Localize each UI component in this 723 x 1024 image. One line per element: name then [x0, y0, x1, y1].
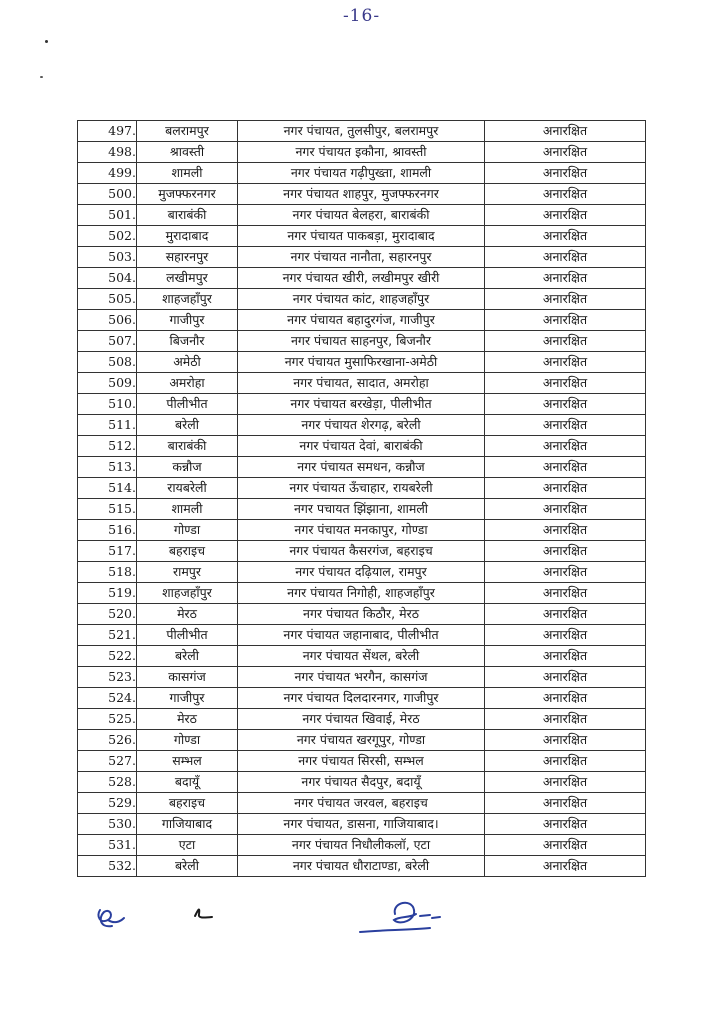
table-row	[78, 415, 646, 436]
reservation-category-cell: अनारक्षित	[485, 478, 646, 499]
district-cell: सहारनपुर	[137, 247, 238, 268]
table-row	[78, 793, 646, 814]
district-cell: कन्नौज	[137, 457, 238, 478]
table-row	[78, 604, 646, 625]
district-cell: रामपुर	[137, 562, 238, 583]
reservation-category-cell: अनारक्षित	[485, 415, 646, 436]
district-cell: अमेठी	[137, 352, 238, 373]
nagar-panchayat-cell: नगर पंचायत ऊँचाहार, रायबरेली	[238, 478, 485, 499]
reservation-category-cell: अनारक्षित	[485, 247, 646, 268]
reservation-category-cell: अनारक्षित	[485, 394, 646, 415]
serial-number-cell: 505.	[78, 289, 137, 310]
table-row	[78, 646, 646, 667]
serial-number-cell: 522.	[78, 646, 137, 667]
reservation-category-cell: अनारक्षित	[485, 562, 646, 583]
nagar-panchayat-cell: नगर पंचायत शाहपुर, मुजफ्फरनगर	[238, 184, 485, 205]
nagar-panchayat-cell: नगर पंचायत खीरी, लखीमपुर खीरी	[238, 268, 485, 289]
serial-number-cell: 515.	[78, 499, 137, 520]
district-cell: लखीमपुर	[137, 268, 238, 289]
scan-speck	[45, 40, 48, 43]
district-cell: बहराइच	[137, 541, 238, 562]
serial-number-cell: 529.	[78, 793, 137, 814]
reservation-category-cell: अनारक्षित	[485, 121, 646, 142]
table-row	[78, 394, 646, 415]
table-row	[78, 730, 646, 751]
table-row	[78, 499, 646, 520]
nagar-panchayat-cell: नगर पंचायत खिवाई, मेरठ	[238, 709, 485, 730]
serial-number-cell: 498.	[78, 142, 137, 163]
reservation-category-cell: अनारक्षित	[485, 709, 646, 730]
district-cell: बरेली	[137, 415, 238, 436]
serial-number-cell: 499.	[78, 163, 137, 184]
signatures	[0, 880, 723, 960]
reservation-category-cell: अनारक्षित	[485, 772, 646, 793]
nagar-panchayat-cell: नगर पंचायत किठौर, मेरठ	[238, 604, 485, 625]
district-cell: मेरठ	[137, 604, 238, 625]
reservation-category-cell: अनारक्षित	[485, 310, 646, 331]
serial-number-cell: 497.	[78, 121, 137, 142]
district-cell: एटा	[137, 835, 238, 856]
table-row	[78, 142, 646, 163]
nagar-panchayat-cell: नगर पंचायत सैदपुर, बदायूँ	[238, 772, 485, 793]
nagar-panchayat-cell: नगर पंचायत इकौना, श्रावस्ती	[238, 142, 485, 163]
serial-number-cell: 527.	[78, 751, 137, 772]
serial-number-cell: 502.	[78, 226, 137, 247]
nagar-panchayat-cell: नगर पंचायत साहनपुर, बिजनौर	[238, 331, 485, 352]
serial-number-cell: 503.	[78, 247, 137, 268]
serial-number-cell: 523.	[78, 667, 137, 688]
serial-number-cell: 511.	[78, 415, 137, 436]
serial-number-cell: 507.	[78, 331, 137, 352]
reservation-category-cell: अनारक्षित	[485, 331, 646, 352]
serial-number-cell: 526.	[78, 730, 137, 751]
nagar-panchayat-cell: नगर पंचायत सेंथल, बरेली	[238, 646, 485, 667]
reservation-table	[77, 120, 646, 877]
nagar-panchayat-cell: नगर पंचायत मनकापुर, गोण्डा	[238, 520, 485, 541]
reservation-category-cell: अनारक्षित	[485, 457, 646, 478]
scan-speck	[40, 76, 43, 78]
reservation-category-cell: अनारक्षित	[485, 373, 646, 394]
district-cell: शाहजहाँपुर	[137, 583, 238, 604]
nagar-panchayat-cell: नगर पंचायत निधौलीकलॉ, एटा	[238, 835, 485, 856]
district-cell: बदायूँ	[137, 772, 238, 793]
table-row	[78, 520, 646, 541]
table-row	[78, 247, 646, 268]
serial-number-cell: 520.	[78, 604, 137, 625]
table-row	[78, 835, 646, 856]
nagar-panchayat-cell: नगर पंचायत शेरगढ़, बरेली	[238, 415, 485, 436]
serial-number-cell: 512.	[78, 436, 137, 457]
district-cell: अमरोहा	[137, 373, 238, 394]
serial-number-cell: 513.	[78, 457, 137, 478]
nagar-panchayat-cell: नगर पंचायत नानौता, सहारनपुर	[238, 247, 485, 268]
table-row	[78, 184, 646, 205]
reservation-category-cell: अनारक्षित	[485, 625, 646, 646]
nagar-panchayat-cell: नगर पंचायत बहादुरगंज, गाजीपुर	[238, 310, 485, 331]
table-row	[78, 814, 646, 835]
district-cell: बाराबंकी	[137, 205, 238, 226]
table-row	[78, 667, 646, 688]
nagar-panchayat-cell: नगर पंचायत देवां, बाराबंकी	[238, 436, 485, 457]
serial-number-cell: 519.	[78, 583, 137, 604]
serial-number-cell: 524.	[78, 688, 137, 709]
reservation-category-cell: अनारक्षित	[485, 835, 646, 856]
district-cell: कासगंज	[137, 667, 238, 688]
nagar-panchayat-cell: नगर पंचायत जरवल, बहराइच	[238, 793, 485, 814]
reservation-category-cell: अनारक्षित	[485, 499, 646, 520]
district-cell: बरेली	[137, 856, 238, 877]
district-cell: मुरादाबाद	[137, 226, 238, 247]
reservation-category-cell: अनारक्षित	[485, 667, 646, 688]
reservation-category-cell: अनारक्षित	[485, 163, 646, 184]
district-cell: गोण्डा	[137, 520, 238, 541]
district-cell: मेरठ	[137, 709, 238, 730]
reservation-category-cell: अनारक्षित	[485, 751, 646, 772]
nagar-panchayat-cell: नगर पंचायत दढ़ियाल, रामपुर	[238, 562, 485, 583]
serial-number-cell: 508.	[78, 352, 137, 373]
district-cell: गाजियाबाद	[137, 814, 238, 835]
nagar-panchayat-cell: नगर पंचायत बरखेड़ा, पीलीभीत	[238, 394, 485, 415]
nagar-panchayat-cell: नगर पंचायत जहानाबाद, पीलीभीत	[238, 625, 485, 646]
signature-small-mark	[195, 910, 212, 918]
district-cell: गाजीपुर	[137, 688, 238, 709]
serial-number-cell: 500.	[78, 184, 137, 205]
reservation-category-cell: अनारक्षित	[485, 184, 646, 205]
reservation-category-cell: अनारक्षित	[485, 793, 646, 814]
signature-left	[98, 910, 124, 926]
serial-number-cell: 504.	[78, 268, 137, 289]
serial-number-cell: 528.	[78, 772, 137, 793]
nagar-panchayat-cell: नगर पंचायत गढ़ीपुख्ता, शामली	[238, 163, 485, 184]
table-row	[78, 331, 646, 352]
district-cell: रायबरेली	[137, 478, 238, 499]
table-row	[78, 163, 646, 184]
serial-number-cell: 514.	[78, 478, 137, 499]
district-cell: बरेली	[137, 646, 238, 667]
table-row	[78, 373, 646, 394]
table-row	[78, 541, 646, 562]
serial-number-cell: 518.	[78, 562, 137, 583]
district-cell: श्रावस्ती	[137, 142, 238, 163]
reservation-category-cell: अनारक्षित	[485, 688, 646, 709]
table-row	[78, 583, 646, 604]
reservation-category-cell: अनारक्षित	[485, 520, 646, 541]
table-row	[78, 289, 646, 310]
district-cell: शामली	[137, 163, 238, 184]
table-row	[78, 562, 646, 583]
district-cell: बिजनौर	[137, 331, 238, 352]
reservation-category-cell: अनारक्षित	[485, 730, 646, 751]
table-row	[78, 709, 646, 730]
district-cell: बहराइच	[137, 793, 238, 814]
serial-number-cell: 530.	[78, 814, 137, 835]
reservation-category-cell: अनारक्षित	[485, 205, 646, 226]
district-cell: पीलीभीत	[137, 394, 238, 415]
table-row	[78, 121, 646, 142]
nagar-panchayat-cell: नगर पंचायत मुसाफिरखाना-अमेठी	[238, 352, 485, 373]
table-row	[78, 226, 646, 247]
table-row	[78, 625, 646, 646]
serial-number-cell: 510.	[78, 394, 137, 415]
table-row	[78, 751, 646, 772]
district-cell: गोण्डा	[137, 730, 238, 751]
nagar-panchayat-cell: नगर पंचायत निगोही, शाहजहाँपुर	[238, 583, 485, 604]
table-row	[78, 205, 646, 226]
nagar-panchayat-cell: नगर पंचायत पाकबड़ा, मुरादाबाद	[238, 226, 485, 247]
district-cell: बाराबंकी	[137, 436, 238, 457]
nagar-panchayat-cell: नगर पंचायत भरगैन, कासगंज	[238, 667, 485, 688]
serial-number-cell: 501.	[78, 205, 137, 226]
district-cell: शामली	[137, 499, 238, 520]
reservation-category-cell: अनारक्षित	[485, 604, 646, 625]
district-cell: मुजफ्फरनगर	[137, 184, 238, 205]
district-cell: सम्भल	[137, 751, 238, 772]
nagar-panchayat-cell: नगर पंचायत, सादात, अमरोहा	[238, 373, 485, 394]
serial-number-cell: 516.	[78, 520, 137, 541]
nagar-panchayat-cell: नगर पंचायत समधन, कन्नौज	[238, 457, 485, 478]
page-number-mark: -16-	[342, 6, 381, 26]
table-row	[78, 772, 646, 793]
nagar-panchayat-cell: नगर पंचायत सिरसी, सम्भल	[238, 751, 485, 772]
serial-number-cell: 506.	[78, 310, 137, 331]
table-row	[78, 856, 646, 877]
nagar-panchayat-cell: नगर पंचायत, तुलसीपुर, बलरामपुर	[238, 121, 485, 142]
table-row	[78, 478, 646, 499]
table-body	[78, 121, 646, 877]
serial-number-cell: 531.	[78, 835, 137, 856]
reservation-category-cell: अनारक्षित	[485, 142, 646, 163]
serial-number-cell: 517.	[78, 541, 137, 562]
serial-number-cell: 509.	[78, 373, 137, 394]
nagar-panchayat-cell: नगर पंचायत, डासना, गाजियाबाद।	[238, 814, 485, 835]
nagar-panchayat-cell: नगर पंचायत दिलदारनगर, गाजीपुर	[238, 688, 485, 709]
nagar-panchayat-cell: नगर पंचायत खरगूपुर, गोण्डा	[238, 730, 485, 751]
nagar-panchayat-cell: नगर पंचायत कैसरगंज, बहराइच	[238, 541, 485, 562]
serial-number-cell: 521.	[78, 625, 137, 646]
table-row	[78, 688, 646, 709]
reservation-category-cell: अनारक्षित	[485, 856, 646, 877]
table-row	[78, 268, 646, 289]
serial-number-cell: 525.	[78, 709, 137, 730]
district-cell: पीलीभीत	[137, 625, 238, 646]
reservation-category-cell: अनारक्षित	[485, 226, 646, 247]
signature-center	[360, 903, 440, 932]
reservation-category-cell: अनारक्षित	[485, 352, 646, 373]
nagar-panchayat-cell: नगर पंचायत धौराटाण्डा, बरेली	[238, 856, 485, 877]
reservation-category-cell: अनारक्षित	[485, 436, 646, 457]
reservation-category-cell: अनारक्षित	[485, 646, 646, 667]
serial-number-cell: 532.	[78, 856, 137, 877]
reservation-category-cell: अनारक्षित	[485, 541, 646, 562]
district-cell: बलरामपुर	[137, 121, 238, 142]
nagar-panchayat-cell: नगर पचायत झिंझाना, शामली	[238, 499, 485, 520]
reservation-category-cell: अनारक्षित	[485, 583, 646, 604]
table-row	[78, 352, 646, 373]
nagar-panchayat-cell: नगर पंचायत कांट, शाहजहाँपुर	[238, 289, 485, 310]
nagar-panchayat-cell: नगर पंचायत बेलहरा, बाराबंकी	[238, 205, 485, 226]
table-row	[78, 457, 646, 478]
table-row	[78, 436, 646, 457]
reservation-category-cell: अनारक्षित	[485, 268, 646, 289]
reservation-category-cell: अनारक्षित	[485, 289, 646, 310]
reservation-category-cell: अनारक्षित	[485, 814, 646, 835]
table-row	[78, 310, 646, 331]
district-cell: शाहजहाँपुर	[137, 289, 238, 310]
district-cell: गाजीपुर	[137, 310, 238, 331]
